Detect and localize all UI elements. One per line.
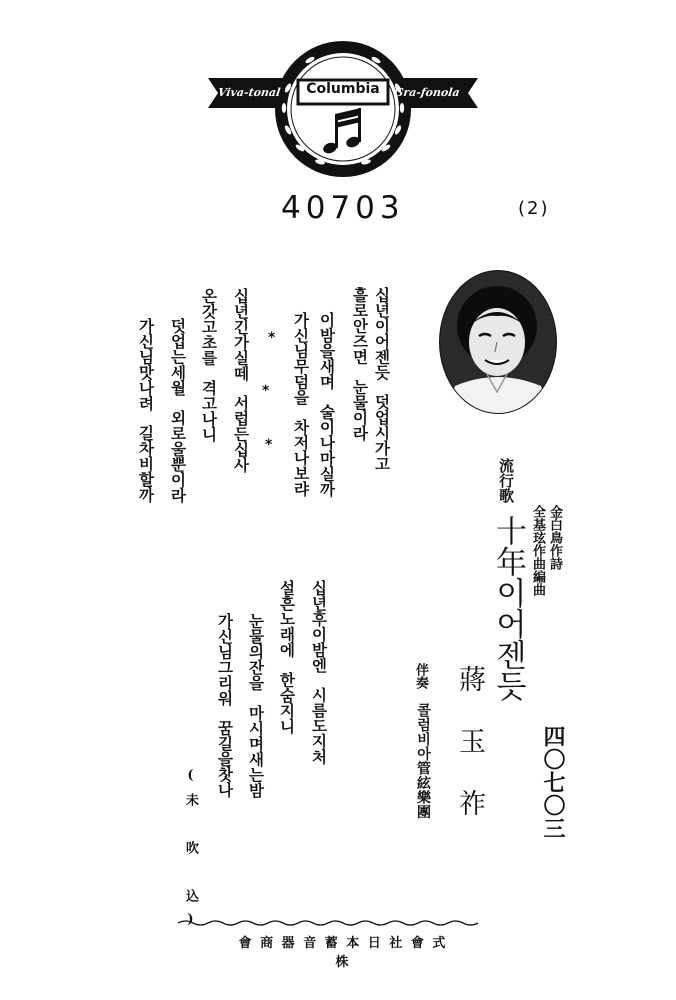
verse-separator-star: * <box>265 437 273 453</box>
columbia-logo <box>200 38 486 180</box>
verse-separator-star: * <box>262 383 270 399</box>
composer-credit: 全基玹作曲編曲 <box>530 505 545 596</box>
verse-separator-star: * <box>268 330 276 346</box>
accompaniment-name: 콜럼비아管絃樂團 <box>415 703 431 819</box>
lyricist-credit: 金白鳥作詩 <box>547 505 562 570</box>
genre-label: 流行歌 <box>497 458 515 503</box>
lyric-line: 가신님맛나려길차비할까 <box>136 318 155 503</box>
logo-grafonola-text: Gra-fonola <box>393 86 461 99</box>
footer-rule <box>178 912 478 920</box>
lyric-line: 십년이어젠듯덧업시가고 <box>372 287 391 472</box>
lyric-line: 눈물의잔을마시며새는밤 <box>246 613 265 798</box>
lyric-line: 설흔노래에한숨지니 <box>277 580 296 734</box>
ending-note: (未 吹 込) <box>183 768 198 937</box>
accompaniment-label: 伴奏 <box>413 663 428 689</box>
catalog-number: 40703 <box>281 190 405 226</box>
publisher-footer <box>228 932 458 970</box>
publisher-name: 會 商 器 音 蓄 本 日 社 會 式 株 <box>238 936 448 970</box>
lyric-line: 가신님그리워꿈길을찻나 <box>215 613 234 798</box>
logo-brand-text: Columbia <box>306 81 380 97</box>
lyric-line: 십년후이밤엔시름도지처 <box>309 580 328 765</box>
lyric-line: 흘로안즈면눈물이라 <box>350 287 369 441</box>
lyric-line: 덧업는세월외로울뿐이라 <box>168 318 187 503</box>
lyric-line: 십년긴가실떼서럽든십사 <box>231 288 250 473</box>
singer-portrait <box>437 268 559 416</box>
lyric-line: 온갓고초를격고나니 <box>199 288 218 442</box>
singer-name: 蔣玉祚 <box>454 665 485 851</box>
song-title: 十年이어젠듯 <box>490 515 526 701</box>
lyric-line: 이밤을새며술이나마실까 <box>317 312 336 497</box>
logo-viva-tonal-text: Viva-tonal <box>217 86 282 99</box>
side-label: (2) <box>518 198 550 219</box>
catalog-number-kanji: 四〇七〇三 <box>540 725 565 840</box>
lyric-line: 가신님무덤을차저나보랴 <box>291 312 310 497</box>
